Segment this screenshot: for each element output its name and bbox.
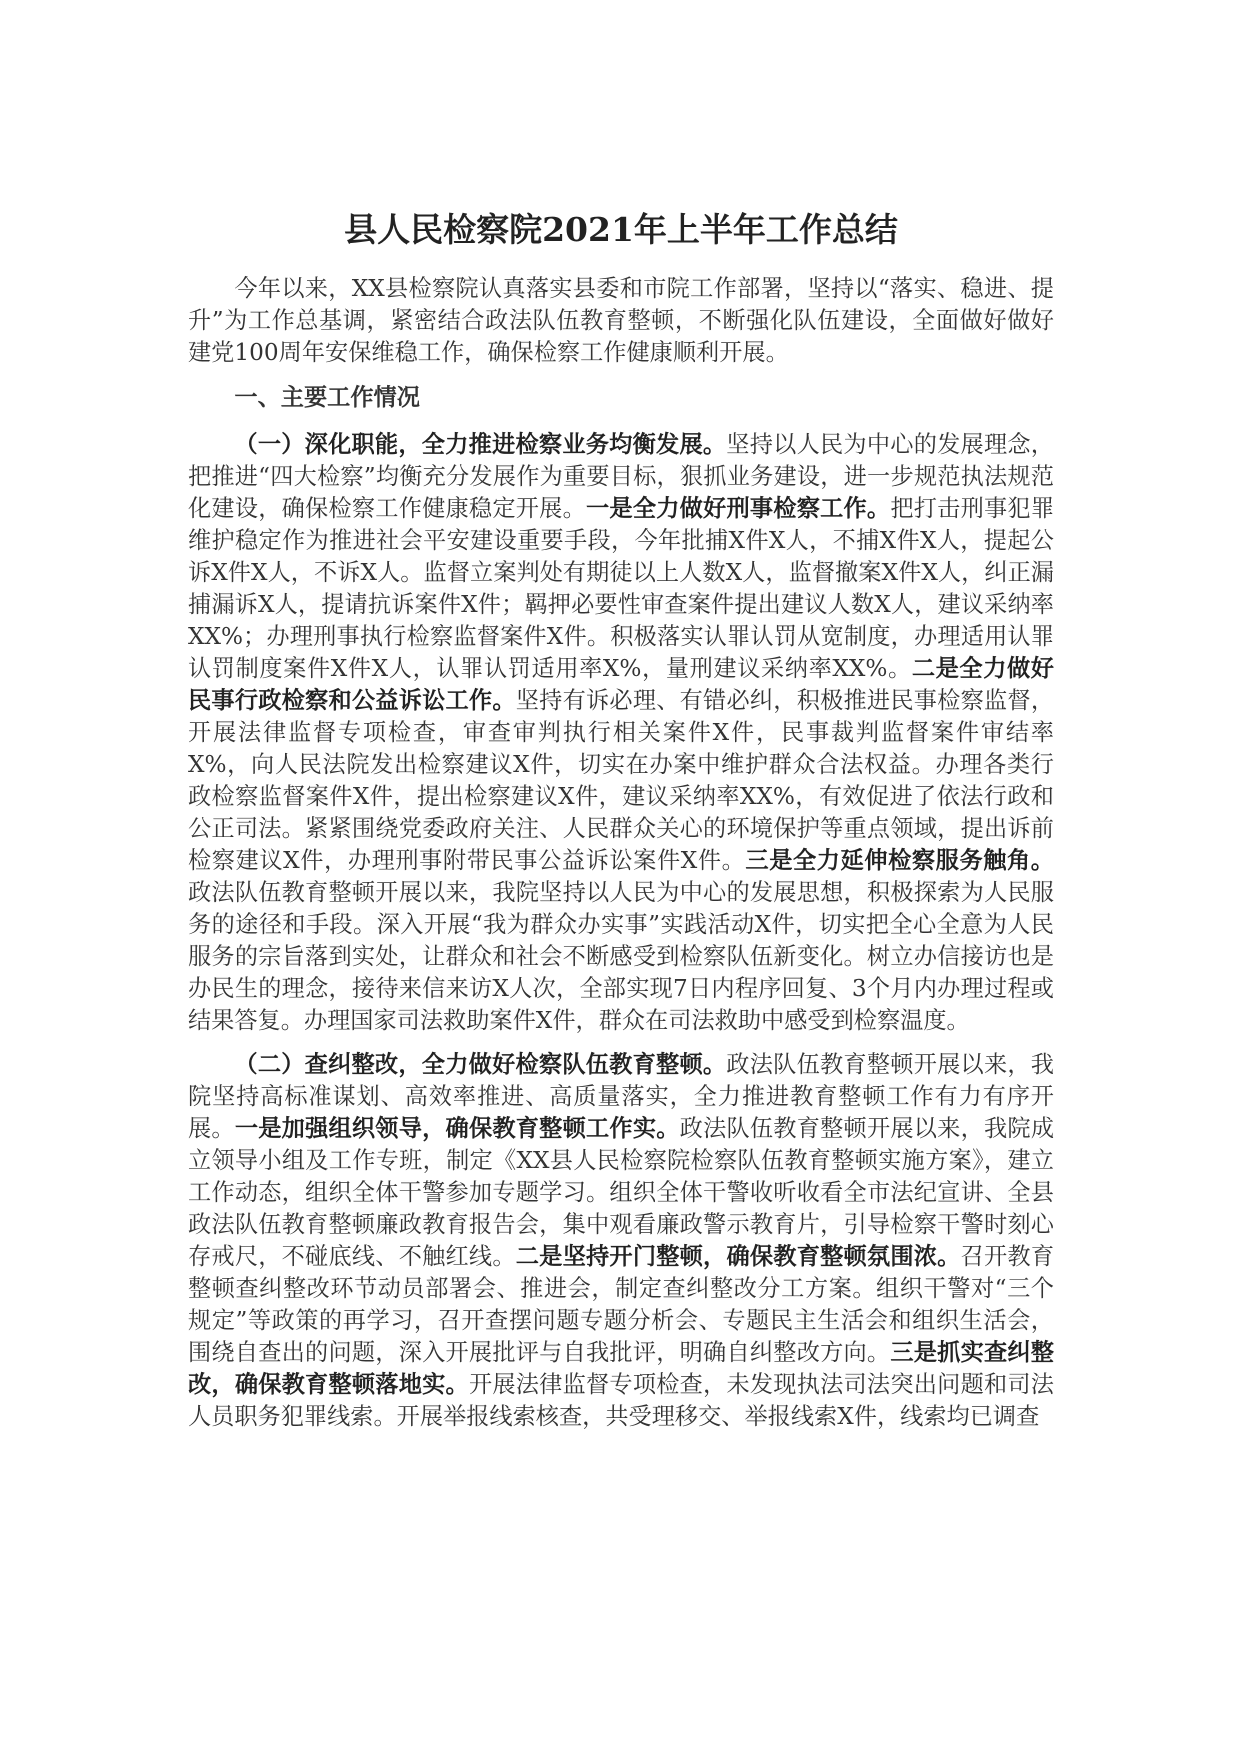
- paragraph-part-2: [188, 1049, 1054, 1433]
- part-2-sub-2: 二是坚持开门整顿，确保教育整顿氛围浓。: [515, 1243, 961, 1270]
- part-1-sub-1: 一是全力做好刑事检察工作。: [586, 495, 891, 522]
- part-2-text-3: 召开教育整顿查纠整改环节动员部署会、推进会，制定查纠整改分工方案。组织干警对“三个规定”等政策的再学习，召开查摆问题专题分析会、专题民主生活会和组织生活会，围绕自查出的问题，深入开展批评与自我批评，明确自纠整改方向。: [188, 1243, 1055, 1366]
- part-1-sub-2: 二是全力做好民事行政检察和公益诉讼工作。: [188, 655, 1054, 714]
- part-1-text-4: 政法队伍教育整顿开展以来，我院坚持以人民为中心的发展思想，积极探索为人民服务的途径和手段。深入开展“我为群众办实事”实践活动X件，切实把全心全意为人民服务的宗旨落到实处，让群众和社会不断感受到检察队伍新变化。树立办信接访也是办民生的理念，接待来信来访X人次，全部实现7日内程序回复、3个月内办理过程或结果答复。办理国家司法救助案件X件，群众在司法救助中感受到检察温度。: [188, 879, 1054, 1034]
- part-1-text-1: 坚持以人民为中心的发展理念，把推进“四大检察”均衡充分发展作为重要目标，狠抓业务建设，进一步规范执法规范化建设，确保检察工作健康稳定开展。: [188, 431, 1054, 522]
- part-2-sub-3: 三是抓实查纠整改，确保教育整顿落地实。: [188, 1339, 1054, 1398]
- part-1-lead: （一）深化职能，全力推进检察业务均衡发展。: [234, 431, 727, 458]
- document-body: [188, 205, 1054, 1433]
- section-heading-main-work: 一、主要工作情况: [234, 384, 420, 411]
- paragraph-part-1: [188, 429, 1054, 1037]
- part-2-text-2: 政法队伍教育整顿开展以来，我院成立领导小组及工作专班，制定《XX县人民检察院检察队伍教育整顿实施方案》，建立工作动态，组织全体干警参加专题学习。组织全体干警收听收看全市法纪宣讲、全县政法队伍教育整顿廉政教育报告会，集中观看廉政警示教育片，引导检察干警时刻心存戒尺，不碰底线、不触红线。: [188, 1115, 1055, 1270]
- part-2-text-4: 开展法律监督专项检查，未发现执法司法突出问题和司法人员职务犯罪线索。开展举报线索核查，共受理移交、举报线索X件，线索均已调查: [188, 1371, 1054, 1430]
- part-2-text-1: 政法队伍教育整顿开展以来，我院坚持高标准谋划、高效率推进、高质量落实，全力推进教育整顿工作有力有序开展。: [188, 1051, 1054, 1142]
- intro-paragraph: 今年以来，XX县检察院认真落实县委和市院工作部署，坚持以“落实、稳进、提升”为工作总基调，紧密结合政法队伍教育整顿，不断强化队伍建设，全面做好做好建党100周年安保维稳工作，确保检察工作健康顺利开展。: [188, 275, 1054, 366]
- part-2-lead: （二）查纠整改，全力做好检察队伍教育整顿。: [234, 1051, 727, 1078]
- part-1-text-2: 把打击刑事犯罪维护稳定作为推进社会平安建设重要手段，今年批捕X件X人，不捕X件X人，提起公诉X件X人，不诉X人。监督立案判处有期徒以上人数X人，监督撤案X件X人，纠正漏捕漏诉X人，提请抗诉案件X件；羁押必要性审查案件提出建议人数X人，建议采纳率XX%；办理刑事执行检察监督案件X件。积极落实认罪认罚从宽制度，办理适用认罪认罚制度案件X件X人，认罪认罚适用率X%，量刑建议采纳率XX%。: [188, 495, 1055, 682]
- part-2-sub-1: 一是加强组织领导，确保教育整顿工作实。: [234, 1115, 680, 1142]
- part-1-sub-3: 三是全力延伸检察服务触角。: [745, 847, 1054, 874]
- document-title: 县人民检察院2021年上半年工作总结: [344, 210, 898, 249]
- part-1-text-3: 坚持有诉必理、有错必纠，积极推进民事检察监督，开展法律监督专项检查，审查审判执行相关案件X件，民事裁判监督案件审结率X%，向人民法院发出检察建议X件，切实在办案中维护群众合法权益。办理各类行政检察监督案件X件，提出检察建议X件，建议采纳率XX%，有效促进了依法行政和公正司法。紧紧围绕党委政府关注、人民群众关心的环境保护等重点领域，提出诉前检察建议X件，办理刑事附带民事公益诉讼案件X件。: [188, 687, 1055, 874]
